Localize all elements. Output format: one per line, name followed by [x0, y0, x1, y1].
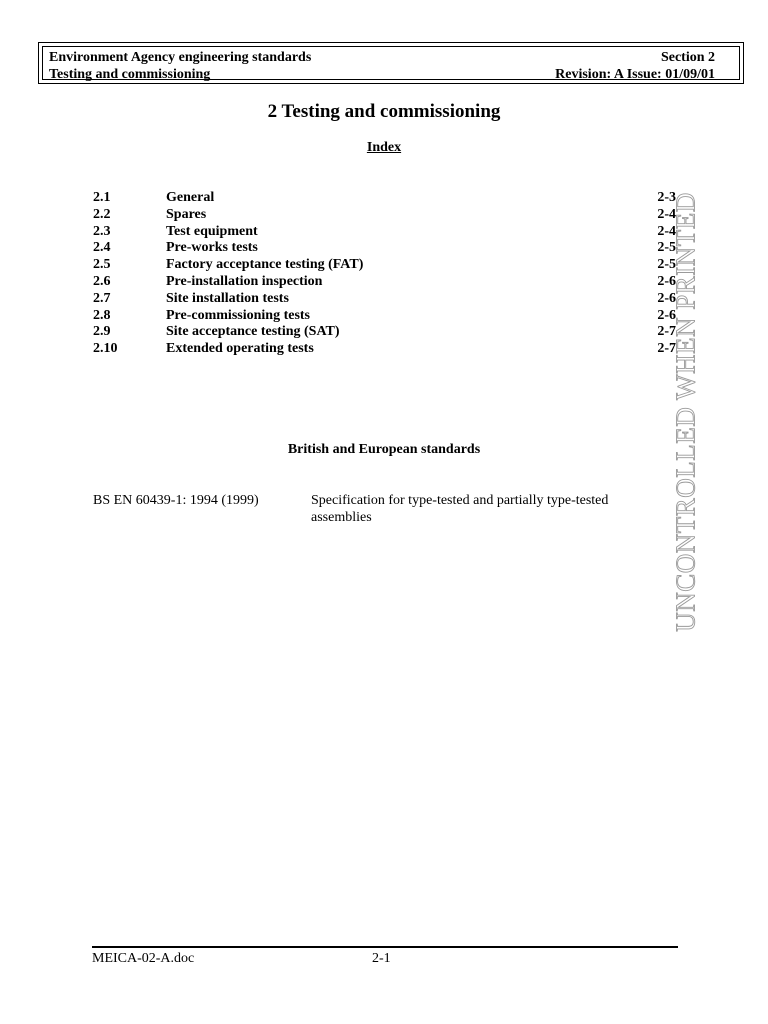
index-row — [93, 240, 676, 257]
index-title: General — [166, 190, 215, 205]
index-page: 2-7 — [657, 324, 676, 340]
index-page: 2-5 — [657, 240, 676, 256]
document-header — [38, 42, 744, 84]
index-page: 2-6 — [657, 290, 676, 306]
index-number: 2.6 — [93, 273, 111, 289]
index-row — [93, 341, 676, 358]
footer-filename: MEICA-02-A.doc — [92, 951, 195, 966]
index-list — [93, 190, 676, 358]
index-number: 2.10 — [93, 341, 118, 357]
index-page: 2-3 — [657, 190, 676, 205]
index-number: 2.1 — [93, 190, 111, 205]
index-page: 2-4 — [657, 206, 676, 222]
index-row — [93, 324, 676, 341]
index-title: Site installation tests — [166, 290, 289, 306]
standard-code: BS EN 60439-1: 1994 (1999) — [93, 493, 259, 508]
header-inner-border — [42, 46, 740, 80]
header-row-1 — [49, 50, 715, 66]
index-page: 2-5 — [657, 257, 676, 273]
index-title: Extended operating tests — [166, 341, 314, 357]
page-title: 2 Testing and commissioning — [267, 101, 501, 122]
index-row — [93, 207, 676, 224]
index-number: 2.2 — [93, 206, 111, 222]
index-page: 2-6 — [657, 273, 676, 289]
index-row — [93, 291, 676, 308]
index-title: Test equipment — [166, 223, 258, 239]
footer-page-number: 2-1 — [372, 951, 391, 966]
index-heading: Index — [366, 140, 402, 155]
index-row — [93, 190, 676, 207]
index-row — [93, 274, 676, 291]
standard-description: Specification for type-tested and partially type-tested assemblies — [311, 493, 609, 525]
header-org: Environment Agency engineering standards — [49, 50, 312, 65]
index-title: Site acceptance testing (SAT) — [166, 324, 340, 340]
index-number: 2.3 — [93, 223, 111, 239]
index-number: 2.9 — [93, 324, 111, 340]
index-row — [93, 224, 676, 241]
index-page: 2-4 — [657, 223, 676, 239]
index-page: 2-7 — [657, 341, 676, 357]
header-section: Section 2 — [660, 50, 715, 65]
index-title: Pre-works tests — [166, 240, 258, 256]
index-title: Pre-commissioning tests — [166, 307, 310, 323]
footer-rule — [92, 946, 678, 948]
standards-heading: British and European standards — [287, 442, 481, 457]
index-page: 2-6 — [657, 307, 676, 323]
index-row — [93, 308, 676, 325]
index-title: Factory acceptance testing (FAT) — [166, 257, 364, 273]
header-row-2 — [49, 67, 715, 83]
index-title: Pre-installation inspection — [166, 273, 323, 289]
uncontrolled-watermark: UNCONTROLLED WHEN PRINTED — [670, 192, 701, 632]
index-row — [93, 257, 676, 274]
index-number: 2.8 — [93, 307, 111, 323]
header-revision: Revision: A Issue: 01/09/01 — [555, 67, 715, 82]
index-title: Spares — [166, 206, 207, 222]
index-number: 2.4 — [93, 240, 111, 256]
index-number: 2.5 — [93, 257, 111, 273]
header-subject: Testing and commissioning — [49, 67, 211, 82]
index-number: 2.7 — [93, 290, 111, 306]
